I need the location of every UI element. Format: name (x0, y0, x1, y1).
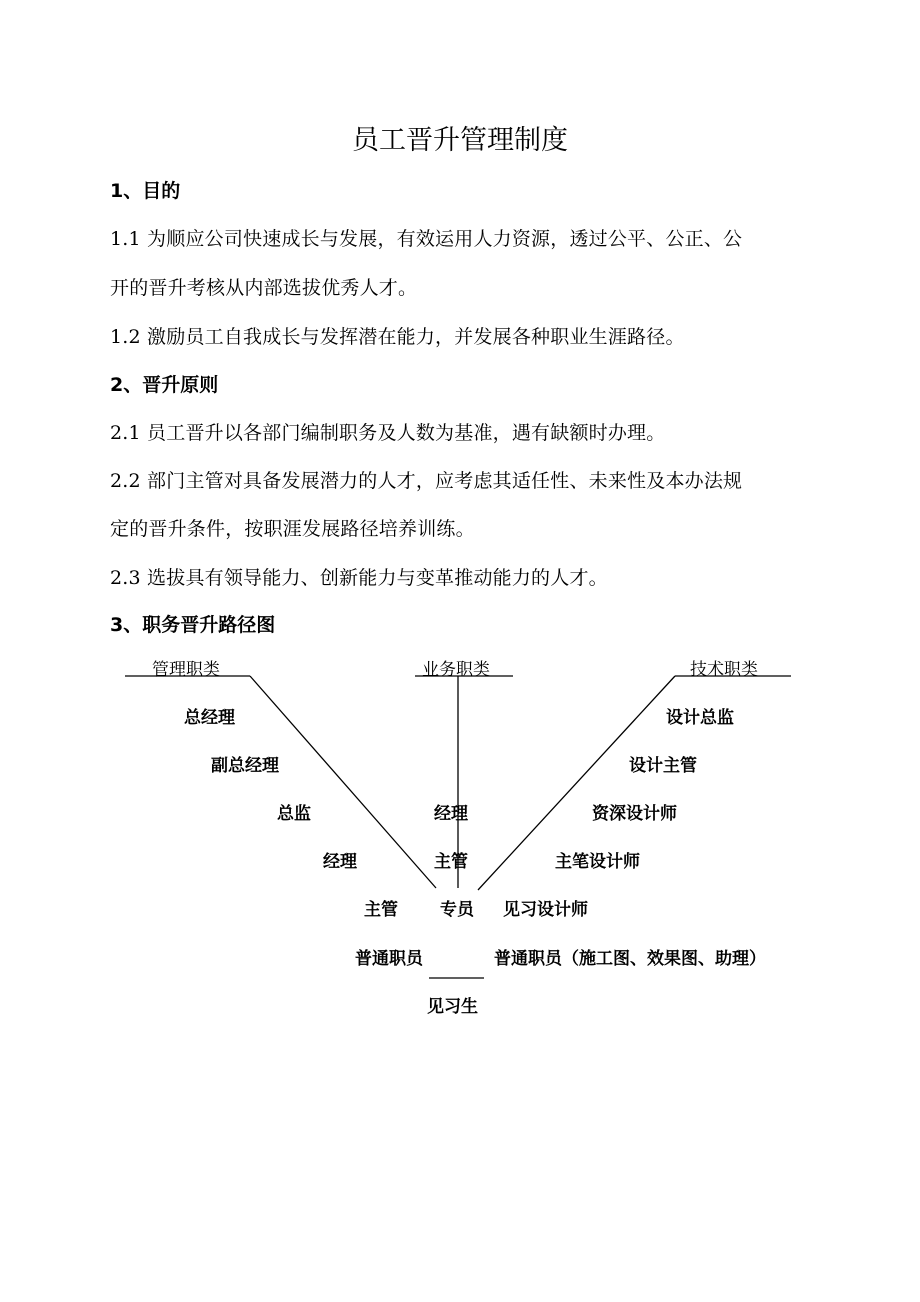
paragraph-2-3: 2.3 选拔具有领导能力、创新能力与变革推动能力的人才。 (110, 567, 608, 589)
paragraph-1-1-line2: 开的晋升考核从内部选拔优秀人才。 (110, 277, 418, 299)
paragraph-2-1: 2.1 员工晋升以各部门编制职务及人数为基准，遇有缺额时办理。 (110, 422, 666, 444)
technical-node-trainee-designer: 见习设计师 (503, 900, 588, 920)
paragraph-2-2-line1: 2.2 部门主管对具备发展潜力的人才，应考虑其适任性、未来性及本办法规 (110, 470, 743, 492)
page-title: 员工晋升管理制度 (352, 125, 568, 156)
management-node-deputy-general-manager: 副总经理 (211, 756, 279, 776)
intern-node: 见习生 (427, 997, 478, 1017)
management-node-staff: 普通职员 (355, 949, 423, 969)
section-3-heading: 3、职务晋升路径图 (110, 614, 276, 636)
management-node-general-manager: 总经理 (184, 708, 235, 728)
technical-node-staff: 普通职员（施工图、效果图、助理） (494, 949, 766, 969)
section-2-heading: 2、晋升原则 (110, 374, 219, 396)
technical-node-senior-designer: 资深设计师 (592, 804, 677, 824)
management-node-supervisor: 主管 (364, 900, 398, 920)
business-node-supervisor: 主管 (434, 852, 468, 872)
paragraph-1-1-line1: 1.1 为顺应公司快速成长与发展，有效运用人力资源，透过公平、公正、公 (110, 228, 743, 250)
section-1-heading: 1、目的 (110, 180, 181, 202)
paragraph-1-2: 1.2 激励员工自我成长与发挥潜在能力，并发展各种职业生涯路径。 (110, 326, 685, 348)
management-node-manager: 经理 (323, 852, 357, 872)
business-node-manager: 经理 (434, 804, 468, 824)
category-technical-label: 技术职类 (690, 660, 758, 680)
paragraph-2-2-line2: 定的晋升条件，按职涯发展路径培养训练。 (110, 518, 475, 540)
category-business-label: 业务职类 (422, 660, 490, 680)
technical-node-design-supervisor: 设计主管 (629, 756, 697, 776)
business-node-specialist: 专员 (440, 900, 474, 920)
technical-node-design-director: 设计总监 (666, 708, 734, 728)
management-node-director: 总监 (277, 804, 311, 824)
technical-node-lead-designer: 主笔设计师 (555, 852, 640, 872)
category-management-label: 管理职类 (152, 660, 220, 680)
